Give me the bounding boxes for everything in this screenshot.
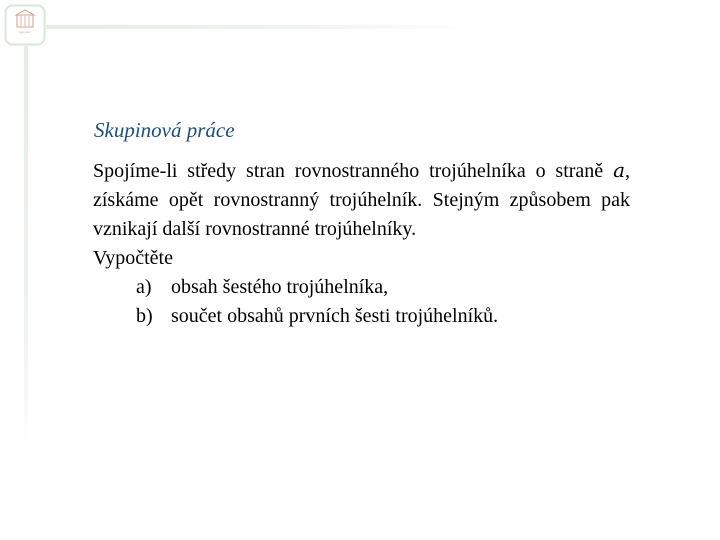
problem-statement: [93, 156, 630, 244]
problem-text-end: , získáme opět rovnostranný trojúhelník. Stejným způsobem pak vznikají další rovnostranné trojúhelníky.: [93, 160, 630, 240]
task-text: součet obsahů prvních šesti trojúhelníků.: [171, 305, 499, 327]
task-marker: b): [136, 305, 153, 327]
task-marker: a): [136, 276, 152, 298]
task-content: [93, 156, 630, 331]
instruction-lead: Vypočtěte: [93, 247, 173, 269]
problem-text-start: Spojíme-li středy stran rovnostranného trojúhelníka o straně: [93, 160, 614, 182]
page-title: Skupinová práce: [94, 118, 235, 142]
task-text: obsah šestého trojúhelníka,: [171, 276, 389, 298]
task-item: [136, 302, 630, 331]
logo-tagline: logo-text: [19, 30, 31, 34]
left-accent-rule: [24, 46, 28, 456]
side-variable: a: [613, 158, 625, 182]
top-accent-rule: [44, 25, 474, 29]
school-emblem-icon: [4, 4, 46, 46]
task-item: [136, 273, 630, 302]
task-list: [93, 273, 630, 331]
